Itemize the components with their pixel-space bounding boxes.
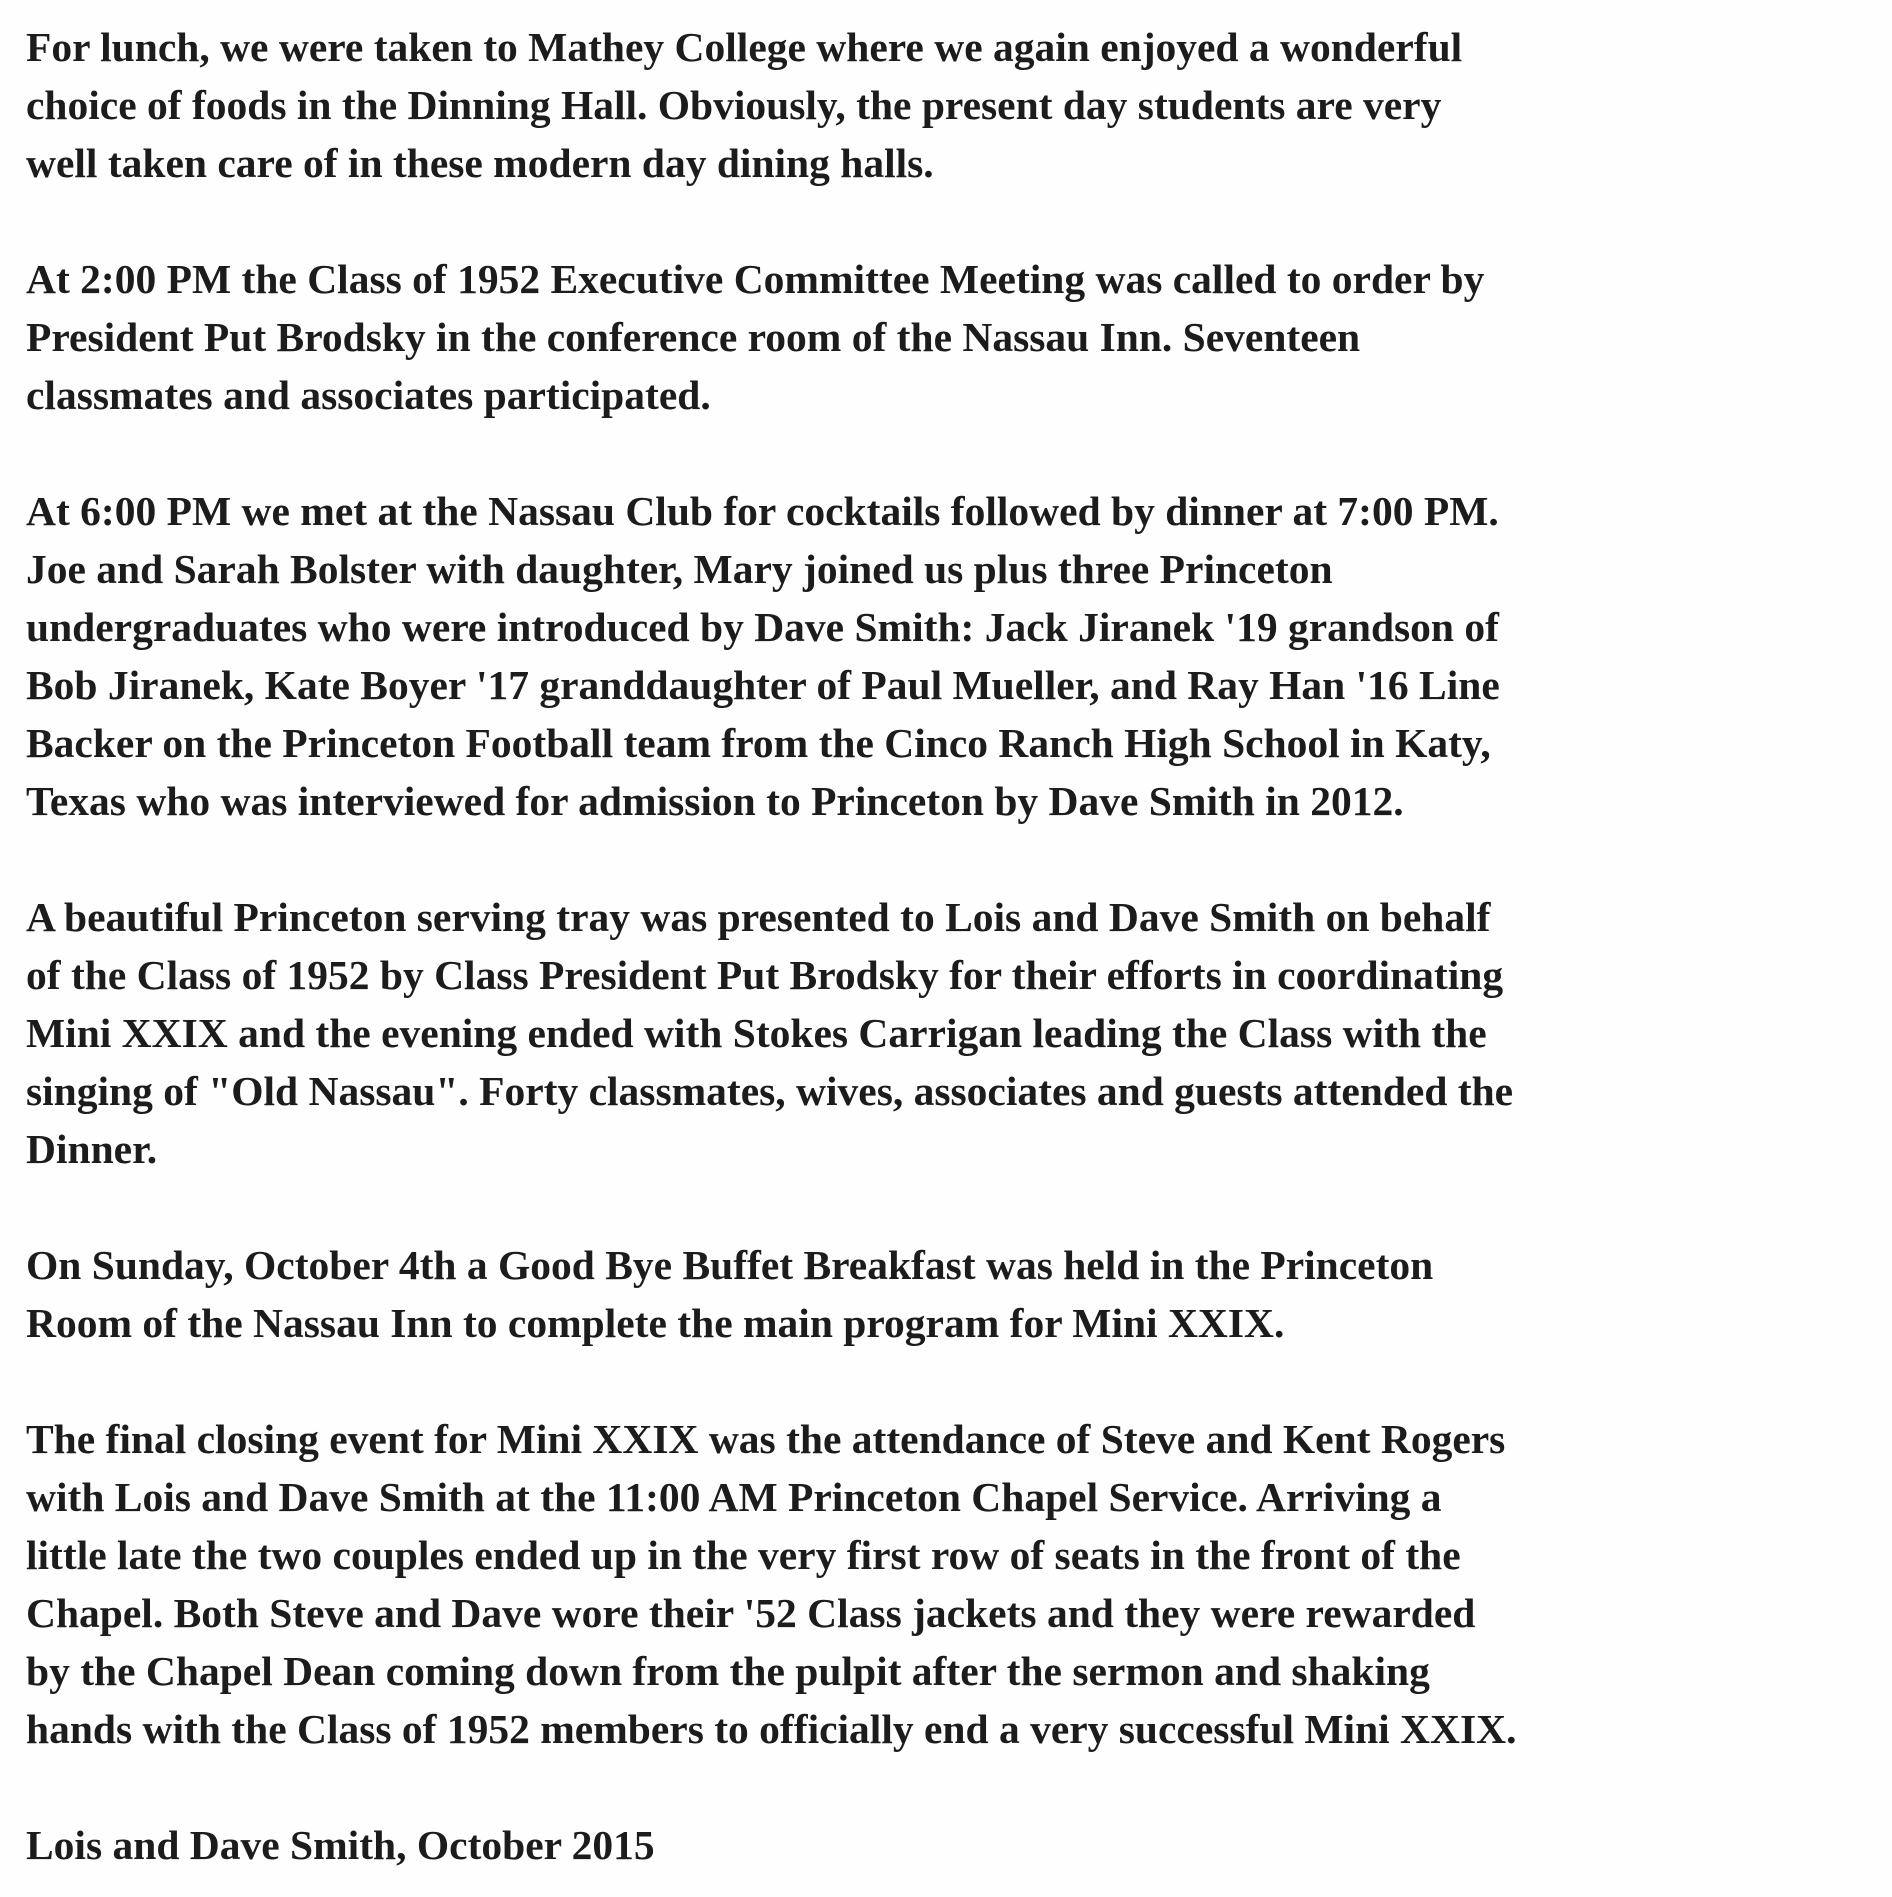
paragraph-lunch: For lunch, we were taken to Mathey College where we again enjoyed a wonderful choice of foods in the Dinning Hall. Obviously, the present day students are very well taken care of in these modern day dining halls. — [26, 24, 1463, 186]
paragraph-chapel-service: The final closing event for Mini XXIX was the attendance of Steve and Kent Rogers with Lois and Dave Smith at the 11:00 AM Princeton Chapel Service. Arriving a little late the two couples ended up in the very first row of seats in the front of the Chapel. Both Steve and Dave wore their '52 Class jackets and they were rewarded by the Chapel Dean coming down from the pulpit after the sermon and shaking hands with the Class of 1952 members to officially end a very successful Mini XXIX. — [26, 1416, 1517, 1752]
signature-line: Lois and Dave Smith, October 2015 — [26, 1822, 655, 1868]
paragraph-serving-tray: A beautiful Princeton serving tray was presented to Lois and Dave Smith on behalf of the Class of 1952 by Class President Put Brodsky for their efforts in coordinating Mini XXIX and the evening ended with Stokes Carrigan leading the Class with the singing of "Old Nassau". Forty classmates, wives, associates and guests attended the Dinner. — [26, 894, 1514, 1172]
document-body — [26, 18, 1876, 1874]
paragraph-dinner: At 6:00 PM we met at the Nassau Club for cocktails followed by dinner at 7:00 PM. Joe and Sarah Bolster with daughter, Mary joined us plus three Princeton undergraduates who were introduced by Dave Smith: Jack Jiranek '19 grandson of Bob Jiranek, Kate Boyer '17 granddaughter of Paul Mueller, and Ray Han '16 Line Backer on the Princeton Football team from the Cinco Ranch High School in Katy, Texas who was interviewed for admission to Princeton by Dave Smith in 2012. — [26, 488, 1500, 824]
paragraph-breakfast: On Sunday, October 4th a Good Bye Buffet Breakfast was held in the Princeton Room of the Nassau Inn to complete the main program for Mini XXIX. — [26, 1242, 1434, 1346]
paragraph-executive-meeting: At 2:00 PM the Class of 1952 Executive Committee Meeting was called to order by President Put Brodsky in the conference room of the Nassau Inn. Seventeen classmates and associates participated. — [26, 256, 1485, 418]
